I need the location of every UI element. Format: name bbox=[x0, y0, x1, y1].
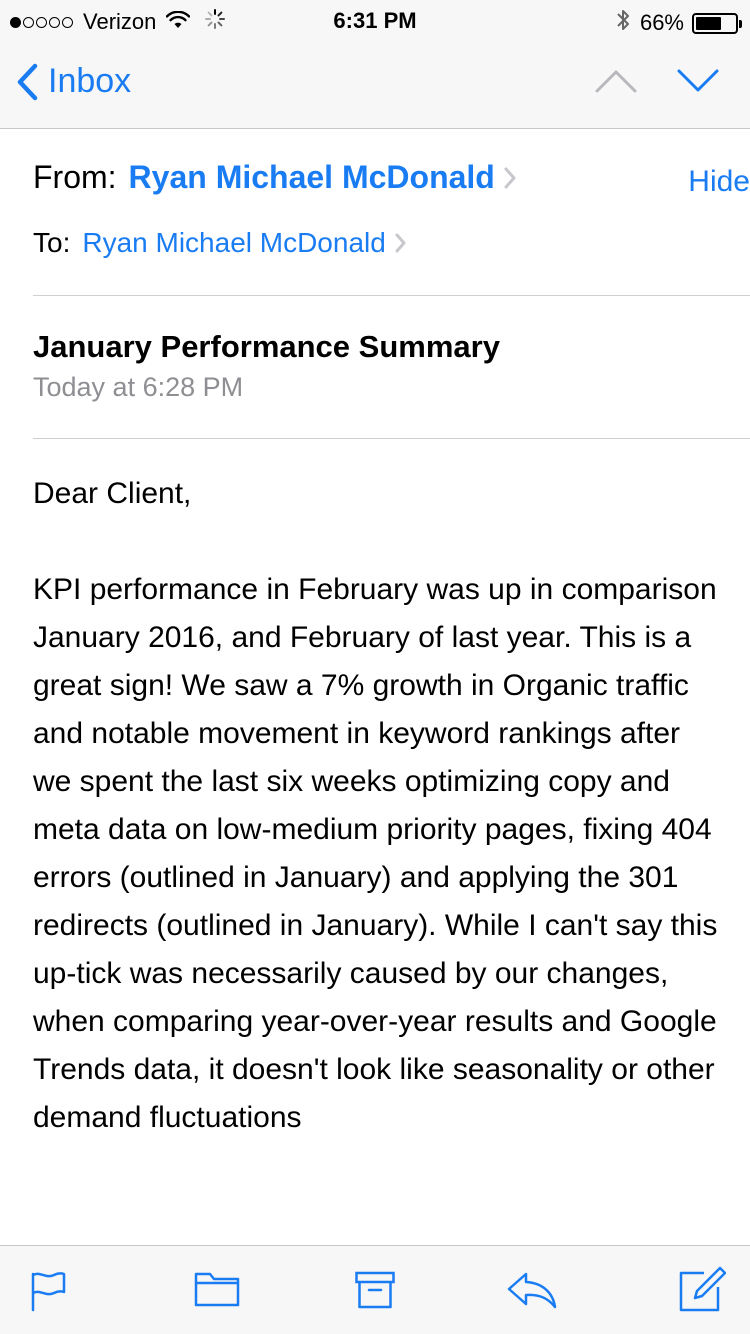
chevron-right-icon bbox=[503, 166, 517, 190]
reply-button[interactable] bbox=[506, 1270, 558, 1315]
back-button-label: Inbox bbox=[48, 62, 132, 100]
battery-icon bbox=[692, 13, 738, 34]
battery-percent: 66% bbox=[639, 10, 684, 35]
flag-button[interactable] bbox=[30, 1270, 66, 1317]
chevron-right-icon bbox=[394, 232, 407, 254]
chevron-left-icon bbox=[16, 63, 38, 101]
status-bar bbox=[0, 0, 750, 40]
bottom-toolbar bbox=[0, 1245, 750, 1334]
top-bar bbox=[0, 0, 750, 129]
status-time: 6:31 PM bbox=[333, 8, 417, 33]
hide-details-button[interactable]: Hide bbox=[688, 165, 750, 198]
divider bbox=[33, 438, 750, 439]
chevron-down-icon bbox=[676, 68, 720, 94]
from-row bbox=[33, 159, 718, 196]
message-body bbox=[33, 470, 723, 1142]
message-paragraph: KPI performance in February was up in comparison January 2016, and February of last year. This is a great sign! We saw a 7% growth in Organic traffic and notable movement in keyword rankings after we spent the last six weeks optimizing copy and meta data on low-medium priority pages, fixing 404 errors (outlined in January) and applying the 301 redirects (outlined in January). While I can't say this up-tick was necessarily caused by our changes, when comparing year-over-year results and Google Trends data, it doesn't look like seasonality or other demand fluctuations bbox=[33, 573, 718, 1134]
folder-icon bbox=[194, 1270, 240, 1308]
next-message-button[interactable] bbox=[676, 68, 720, 99]
to-row bbox=[33, 227, 407, 259]
recipient-name[interactable]: Ryan Michael McDonald bbox=[82, 227, 386, 258]
move-to-folder-button[interactable] bbox=[194, 1270, 240, 1313]
message-greeting: Dear Client, bbox=[33, 477, 192, 510]
reply-icon bbox=[506, 1270, 558, 1310]
message-date: Today at 6:28 PM bbox=[33, 372, 244, 402]
chevron-up-icon bbox=[594, 68, 638, 94]
carrier-name: Verizon bbox=[83, 9, 157, 34]
archive-button[interactable] bbox=[355, 1270, 395, 1315]
battery-level bbox=[696, 17, 721, 30]
divider bbox=[33, 295, 750, 296]
message-subject: January Performance Summary bbox=[33, 329, 500, 364]
bluetooth-icon bbox=[616, 8, 630, 38]
compose-icon bbox=[678, 1266, 726, 1312]
flag-icon bbox=[30, 1270, 66, 1312]
navigation-bar bbox=[0, 40, 750, 129]
back-button[interactable] bbox=[16, 62, 131, 101]
archive-icon bbox=[355, 1270, 395, 1310]
sender-name[interactable]: Ryan Michael McDonald bbox=[128, 159, 495, 195]
compose-button[interactable] bbox=[678, 1266, 726, 1317]
from-label: From: bbox=[33, 159, 117, 195]
previous-message-button[interactable] bbox=[594, 68, 638, 99]
to-label: To: bbox=[33, 227, 71, 258]
